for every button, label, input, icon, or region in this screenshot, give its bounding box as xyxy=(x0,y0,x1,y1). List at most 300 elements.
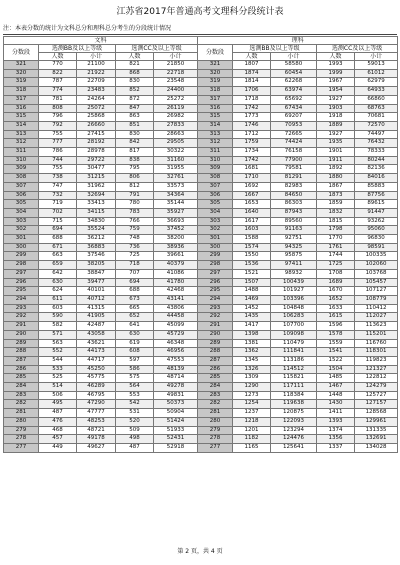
wenke-g1-renshu-cell: 738 xyxy=(39,174,77,183)
like-g2-xiaoji-cell: 105457 xyxy=(355,278,398,287)
wenke-g1-xiaoji-cell: 34830 xyxy=(77,217,116,226)
like-score-cell: 312 xyxy=(198,139,233,148)
wenke-g1-xiaoji-cell: 35524 xyxy=(77,226,116,235)
wenke-g1-xiaoji-cell: 25868 xyxy=(77,113,116,122)
table-row xyxy=(4,278,398,287)
wenke-g2-xiaoji-cell: 37452 xyxy=(154,226,198,235)
like-score-cell: 281 xyxy=(198,409,233,418)
like-g2-renshu-cell: 1903 xyxy=(317,104,355,113)
like-g2-renshu-cell: 1859 xyxy=(317,200,355,209)
table-row xyxy=(4,400,398,409)
like-score-cell: 291 xyxy=(198,322,233,331)
wenke-g2-renshu-cell: 868 xyxy=(116,69,154,78)
wenke-score-cell: 300 xyxy=(4,243,39,252)
like-g1-renshu-cell: 1273 xyxy=(233,391,271,400)
like-g2-xiaoji-cell: 121327 xyxy=(355,365,398,374)
wenke-g2-renshu-cell: 847 xyxy=(116,104,154,113)
wenke-g1-xiaoji-cell: 38205 xyxy=(77,261,116,270)
wenke-g2-xiaoji-cell: 38200 xyxy=(154,235,198,244)
page-footer: 第 2 页，共 4 页 xyxy=(177,548,223,555)
wenke-score-cell: 312 xyxy=(4,139,39,148)
table-row xyxy=(4,391,398,400)
like-g2-renshu-cell: 1918 xyxy=(317,113,355,122)
wenke-g1-xiaoji-cell: 43058 xyxy=(77,330,116,339)
wenke-score-cell: 286 xyxy=(4,365,39,374)
wenke-g2-renshu-cell: 641 xyxy=(116,322,154,331)
wenke-g2-xiaoji-cell: 39661 xyxy=(154,252,198,261)
like-score-cell: 292 xyxy=(198,313,233,322)
like-g1-renshu-cell: 1773 xyxy=(233,113,271,122)
table-row xyxy=(4,443,398,452)
like-g2-renshu-cell: 1430 xyxy=(317,400,355,409)
wenke-g1-xiaoji-cell: 47777 xyxy=(77,409,116,418)
wenke-g2-xiaoji-cell: 51424 xyxy=(154,417,198,426)
wenke-score-cell: 288 xyxy=(4,348,39,357)
wenke-g2-xiaoji-cell: 29505 xyxy=(154,139,198,148)
table-row xyxy=(4,417,398,426)
like-g2-xiaoji-cell: 93262 xyxy=(355,217,398,226)
like-g1-renshu-cell: 1452 xyxy=(233,304,271,313)
like-score-cell: 307 xyxy=(198,182,233,191)
like-score-cell: 295 xyxy=(198,287,233,296)
wenke-g1-xiaoji-cell: 44717 xyxy=(77,356,116,365)
wenke-g2-xiaoji-cell: 31160 xyxy=(154,156,198,165)
like-score-cell: 277 xyxy=(198,443,233,452)
table-row xyxy=(4,322,398,331)
wenke-g1-renshu-cell: 671 xyxy=(39,243,77,252)
wenke-g1-xiaoji-cell: 32694 xyxy=(77,191,116,200)
like-g2-xiaoji-cell: 59013 xyxy=(355,61,398,70)
wenke-g1-renshu-cell: 642 xyxy=(39,269,77,278)
like-g2-xiaoji-cell: 129961 xyxy=(355,417,398,426)
table-row xyxy=(4,383,398,392)
like-g2-renshu-cell: 1522 xyxy=(317,356,355,365)
wenke-g1-renshu-header: 人数 xyxy=(39,53,77,61)
like-g1-xiaoji-cell: 72665 xyxy=(271,130,317,139)
like-g1-xiaoji-cell: 94325 xyxy=(271,243,317,252)
table-row xyxy=(4,269,398,278)
like-g1-xiaoji-cell: 106283 xyxy=(271,313,317,322)
wenke-g1-renshu-cell: 787 xyxy=(39,78,77,87)
wenke-header: 文科 xyxy=(4,37,198,45)
like-score-cell: 284 xyxy=(198,383,233,392)
wenke-g2-xiaoji-cell: 40379 xyxy=(154,261,198,270)
like-g1-xiaoji-cell: 107700 xyxy=(271,322,317,331)
like-g2-renshu-cell: 1798 xyxy=(317,226,355,235)
wenke-g1-xiaoji-cell: 40712 xyxy=(77,295,116,304)
like-g1-xiaoji-cell: 125641 xyxy=(271,443,317,452)
wenke-g2-renshu-cell: 531 xyxy=(116,409,154,418)
wenke-g2-xiaoji-cell: 30322 xyxy=(154,148,198,157)
wenke-g2-xiaoji-cell: 46348 xyxy=(154,339,198,348)
wenke-score-cell: 291 xyxy=(4,322,39,331)
like-g2-xiaoji-cell: 128568 xyxy=(355,409,398,418)
table-row xyxy=(4,374,398,383)
like-g2-xiaoji-cell: 124279 xyxy=(355,383,398,392)
wenke-g2-xiaoji-cell: 33573 xyxy=(154,182,198,191)
like-g1-xiaoji-cell: 67434 xyxy=(271,104,317,113)
table-row xyxy=(4,243,398,252)
table-row xyxy=(4,287,398,296)
wenke-g2-xiaoji-cell: 25272 xyxy=(154,95,198,104)
wenke-g1-xiaoji-cell: 41905 xyxy=(77,313,116,322)
like-score-cell: 280 xyxy=(198,417,233,426)
wenke-g1-xiaoji-cell: 31962 xyxy=(77,182,116,191)
like-g2-renshu-cell: 1901 xyxy=(317,148,355,157)
wenke-g2-renshu-cell: 821 xyxy=(116,61,154,70)
like-g2-xiaoji-cell: 108779 xyxy=(355,295,398,304)
wenke-score-cell: 303 xyxy=(4,217,39,226)
like-g1-renshu-cell: 1435 xyxy=(233,313,271,322)
like-g2-renshu-cell: 1689 xyxy=(317,278,355,287)
table-row xyxy=(4,226,398,235)
wenke-g2-xiaoji-cell: 47553 xyxy=(154,356,198,365)
like-g1-xiaoji-header: 小计 xyxy=(271,53,317,61)
wenke-g2-xiaoji-cell: 35927 xyxy=(154,208,198,217)
wenke-g1-xiaoji-cell: 22709 xyxy=(77,78,116,87)
wenke-g2-xiaoji-cell: 50373 xyxy=(154,400,198,409)
like-g1-xiaoji-cell: 110479 xyxy=(271,339,317,348)
like-g2-renshu-cell: 1337 xyxy=(317,443,355,452)
like-g1-xiaoji-cell: 58580 xyxy=(271,61,317,70)
wenke-g2-xiaoji-cell: 38936 xyxy=(154,243,198,252)
wenke-g1-xiaoji-cell: 28978 xyxy=(77,148,116,157)
like-g1-renshu-cell: 1381 xyxy=(233,339,271,348)
like-score-cell: 303 xyxy=(198,217,233,226)
wenke-g1-renshu-cell: 468 xyxy=(39,426,77,435)
like-g2-xiaoji-cell: 103768 xyxy=(355,269,398,278)
wenke-g1-xiaoji-cell: 41315 xyxy=(77,304,116,313)
like-g1-renshu-cell: 1742 xyxy=(233,156,271,165)
wenke-g1-renshu-cell: 611 xyxy=(39,295,77,304)
like-g1-xiaoji-cell: 115821 xyxy=(271,374,317,383)
like-g2-renshu-cell: 1448 xyxy=(317,391,355,400)
wenke-g1-xiaoji-cell: 30477 xyxy=(77,165,116,174)
like-g1-xiaoji-cell: 76158 xyxy=(271,148,317,157)
like-score-cell: 290 xyxy=(198,330,233,339)
wenke-score-cell: 289 xyxy=(4,339,39,348)
like-g1-renshu-cell: 1667 xyxy=(233,191,271,200)
table-row xyxy=(4,191,398,200)
wenke-score-cell: 301 xyxy=(4,235,39,244)
wenke-g2-xiaoji-cell: 49831 xyxy=(154,391,198,400)
like-g1-xiaoji-cell: 117111 xyxy=(271,383,317,392)
wenke-group1-header: 选测BB及以上等级 xyxy=(39,45,116,53)
like-g2-renshu-cell: 1999 xyxy=(317,69,355,78)
like-g2-renshu-cell: 1485 xyxy=(317,374,355,383)
wenke-g2-xiaoji-cell: 31955 xyxy=(154,165,198,174)
wenke-g2-renshu-cell: 718 xyxy=(116,261,154,270)
like-g2-xiaoji-cell: 125727 xyxy=(355,391,398,400)
like-g2-renshu-cell: 1633 xyxy=(317,304,355,313)
like-score-cell: 293 xyxy=(198,304,233,313)
like-g2-xiaoji-cell: 85883 xyxy=(355,182,398,191)
like-score-cell: 286 xyxy=(198,365,233,374)
table-row xyxy=(4,252,398,261)
like-g1-renshu-cell: 1165 xyxy=(233,443,271,452)
wenke-g2-xiaoji-cell: 24400 xyxy=(154,87,198,96)
wenke-g2-renshu-cell: 553 xyxy=(116,391,154,400)
like-g1-renshu-cell: 1734 xyxy=(233,148,271,157)
like-g2-xiaoji-cell: 62979 xyxy=(355,78,398,87)
wenke-g1-xiaoji-cell: 49627 xyxy=(77,443,116,452)
like-score-cell: 288 xyxy=(198,348,233,357)
table-row xyxy=(4,113,398,122)
like-g2-renshu-header: 人数 xyxy=(317,53,355,61)
like-g2-xiaoji-cell: 87756 xyxy=(355,191,398,200)
wenke-g2-xiaoji-cell: 41086 xyxy=(154,269,198,278)
wenke-score-cell: 293 xyxy=(4,304,39,313)
table-row xyxy=(4,217,398,226)
like-g1-renshu-cell: 1218 xyxy=(233,417,271,426)
like-g1-xiaoji-cell: 101927 xyxy=(271,287,317,296)
wenke-g1-renshu-cell: 495 xyxy=(39,400,77,409)
wenke-g1-xiaoji-cell: 42487 xyxy=(77,322,116,331)
wenke-score-cell: 305 xyxy=(4,200,39,209)
like-g2-renshu-cell: 1411 xyxy=(317,409,355,418)
wenke-g1-renshu-cell: 590 xyxy=(39,313,77,322)
wenke-score-cell: 283 xyxy=(4,391,39,400)
wenke-g1-xiaoji-cell: 21922 xyxy=(77,69,116,78)
wenke-score-cell: 282 xyxy=(4,400,39,409)
wenke-score-header: 分数段 xyxy=(4,45,39,61)
like-score-cell: 301 xyxy=(198,235,233,244)
table-row xyxy=(4,313,398,322)
like-g2-xiaoji-cell: 70681 xyxy=(355,113,398,122)
wenke-g2-renshu-cell: 575 xyxy=(116,374,154,383)
wenke-g2-renshu-cell: 766 xyxy=(116,217,154,226)
wenke-g2-renshu-cell: 795 xyxy=(116,165,154,174)
like-g1-renshu-cell: 1712 xyxy=(233,130,271,139)
wenke-g1-xiaoji-cell: 37546 xyxy=(77,252,116,261)
wenke-g2-renshu-cell: 725 xyxy=(116,252,154,261)
wenke-score-cell: 277 xyxy=(4,443,39,452)
wenke-g2-renshu-cell: 673 xyxy=(116,295,154,304)
like-g1-renshu-cell: 1290 xyxy=(233,383,271,392)
like-score-cell: 315 xyxy=(198,113,233,122)
like-g1-xiaoji-cell: 89560 xyxy=(271,217,317,226)
like-g1-xiaoji-cell: 100439 xyxy=(271,278,317,287)
wenke-score-cell: 306 xyxy=(4,191,39,200)
wenke-g1-renshu-cell: 603 xyxy=(39,304,77,313)
wenke-g1-xiaoji-cell: 45250 xyxy=(77,365,116,374)
wenke-g2-xiaoji-cell: 43141 xyxy=(154,295,198,304)
like-g1-xiaoji-cell: 98932 xyxy=(271,269,317,278)
wenke-g2-xiaoji-cell: 26982 xyxy=(154,113,198,122)
like-g2-xiaoji-cell: 112027 xyxy=(355,313,398,322)
like-g2-xiaoji-cell: 115201 xyxy=(355,330,398,339)
like-g2-renshu-cell: 1652 xyxy=(317,295,355,304)
wenke-score-cell: 321 xyxy=(4,61,39,70)
table-row xyxy=(4,261,398,270)
wenke-g2-renshu-cell: 694 xyxy=(116,278,154,287)
like-g2-xiaoji-cell: 131335 xyxy=(355,426,398,435)
wenke-g2-renshu-cell: 586 xyxy=(116,365,154,374)
header-row-groups xyxy=(4,45,398,53)
like-g2-renshu-cell: 1815 xyxy=(317,217,355,226)
wenke-g1-xiaoji-cell: 29722 xyxy=(77,156,116,165)
like-g2-renshu-cell: 1374 xyxy=(317,426,355,435)
like-g1-renshu-cell: 1521 xyxy=(233,269,271,278)
like-g2-renshu-cell: 1541 xyxy=(317,348,355,357)
wenke-g1-xiaoji-cell: 33413 xyxy=(77,200,116,209)
wenke-g2-renshu-cell: 608 xyxy=(116,348,154,357)
wenke-g2-renshu-cell: 852 xyxy=(116,87,154,96)
like-g1-renshu-cell: 1706 xyxy=(233,87,271,96)
wenke-g1-renshu-cell: 822 xyxy=(39,69,77,78)
wenke-g1-renshu-cell: 487 xyxy=(39,409,77,418)
like-g1-renshu-cell: 1814 xyxy=(233,78,271,87)
like-score-cell: 285 xyxy=(198,374,233,383)
like-g1-renshu-cell: 1201 xyxy=(233,426,271,435)
wenke-g1-xiaoji-cell: 36212 xyxy=(77,235,116,244)
like-group2-header: 选测CC及以上等级 xyxy=(317,45,398,53)
like-g2-renshu-cell: 1954 xyxy=(317,87,355,96)
wenke-score-cell: 313 xyxy=(4,130,39,139)
wenke-g1-renshu-cell: 796 xyxy=(39,113,77,122)
like-g1-renshu-cell: 1488 xyxy=(233,287,271,296)
table-row xyxy=(4,174,398,183)
wenke-g2-xiaoji-header: 小计 xyxy=(154,53,198,61)
like-score-cell: 302 xyxy=(198,226,233,235)
wenke-g1-renshu-cell: 449 xyxy=(39,443,77,452)
wenke-score-cell: 319 xyxy=(4,78,39,87)
like-header: 理科 xyxy=(198,37,398,45)
table-row xyxy=(4,87,398,96)
wenke-g2-xiaoji-cell: 32761 xyxy=(154,174,198,183)
wenke-g1-renshu-cell: 755 xyxy=(39,165,77,174)
like-score-cell: 317 xyxy=(198,95,233,104)
wenke-score-cell: 298 xyxy=(4,261,39,270)
like-g1-xiaoji-cell: 82983 xyxy=(271,182,317,191)
table-row xyxy=(4,409,398,418)
table-row xyxy=(4,121,398,130)
like-g1-xiaoji-cell: 92751 xyxy=(271,235,317,244)
like-g1-xiaoji-cell: 109098 xyxy=(271,330,317,339)
like-g2-xiaoji-cell: 132691 xyxy=(355,435,398,444)
wenke-g2-xiaoji-cell: 28663 xyxy=(154,130,198,139)
like-score-cell: 306 xyxy=(198,191,233,200)
wenke-g2-renshu-cell: 652 xyxy=(116,313,154,322)
like-g1-xiaoji-cell: 120875 xyxy=(271,409,317,418)
like-g2-xiaoji-cell: 100335 xyxy=(355,252,398,261)
wenke-g1-renshu-cell: 781 xyxy=(39,95,77,104)
wenke-score-cell: 280 xyxy=(4,417,39,426)
like-g1-renshu-cell: 1326 xyxy=(233,365,271,374)
wenke-g1-renshu-cell: 732 xyxy=(39,191,77,200)
like-g1-xiaoji-cell: 70953 xyxy=(271,121,317,130)
wenke-g1-xiaoji-cell: 39477 xyxy=(77,278,116,287)
wenke-g2-renshu-cell: 520 xyxy=(116,417,154,426)
wenke-g1-renshu-cell: 659 xyxy=(39,261,77,270)
like-g1-xiaoji-cell: 62268 xyxy=(271,78,317,87)
like-g2-renshu-cell: 1670 xyxy=(317,287,355,296)
wenke-g2-xiaoji-cell: 23548 xyxy=(154,78,198,87)
wenke-g1-xiaoji-cell: 24264 xyxy=(77,95,116,104)
like-g2-xiaoji-cell: 122812 xyxy=(355,374,398,383)
wenke-g1-xiaoji-cell: 48721 xyxy=(77,426,116,435)
like-g1-renshu-cell: 1536 xyxy=(233,261,271,270)
like-g2-xiaoji-cell: 107127 xyxy=(355,287,398,296)
wenke-g1-renshu-cell: 457 xyxy=(39,435,77,444)
like-score-header: 分数段 xyxy=(198,45,233,61)
table-row xyxy=(4,330,398,339)
like-g1-xiaoji-cell: 122093 xyxy=(271,417,317,426)
wenke-score-cell: 292 xyxy=(4,313,39,322)
wenke-score-cell: 309 xyxy=(4,165,39,174)
like-g2-renshu-cell: 1927 xyxy=(317,95,355,104)
like-g2-renshu-cell: 1393 xyxy=(317,417,355,426)
like-g1-xiaoji-cell: 79581 xyxy=(271,165,317,174)
table-row xyxy=(4,139,398,148)
wenke-g1-renshu-cell: 506 xyxy=(39,391,77,400)
wenke-score-cell: 285 xyxy=(4,374,39,383)
table-row xyxy=(4,295,398,304)
like-g2-xiaoji-cell: 91447 xyxy=(355,208,398,217)
wenke-g1-renshu-cell: 719 xyxy=(39,200,77,209)
wenke-g2-renshu-cell: 872 xyxy=(116,95,154,104)
like-g2-xiaoji-cell: 110412 xyxy=(355,304,398,313)
table-row xyxy=(4,69,398,78)
wenke-g1-xiaoji-cell: 49178 xyxy=(77,435,116,444)
like-g2-renshu-cell: 1927 xyxy=(317,130,355,139)
like-g1-renshu-cell: 1710 xyxy=(233,174,271,183)
table-row xyxy=(4,95,398,104)
table-row xyxy=(4,348,398,357)
like-g1-renshu-cell: 1759 xyxy=(233,139,271,148)
wenke-g2-renshu-cell: 842 xyxy=(116,139,154,148)
wenke-g1-xiaoji-cell: 46795 xyxy=(77,391,116,400)
table-row xyxy=(4,426,398,435)
wenke-g1-xiaoji-cell: 48253 xyxy=(77,417,116,426)
wenke-g1-xiaoji-cell: 40101 xyxy=(77,287,116,296)
like-score-cell: 316 xyxy=(198,104,233,113)
like-g2-xiaoji-cell: 80244 xyxy=(355,156,398,165)
like-g2-renshu-cell: 1832 xyxy=(317,208,355,217)
wenke-g1-renshu-cell: 694 xyxy=(39,226,77,235)
like-g1-renshu-cell: 1588 xyxy=(233,235,271,244)
wenke-score-cell: 307 xyxy=(4,182,39,191)
like-g1-xiaoji-cell: 97411 xyxy=(271,261,317,270)
wenke-g2-renshu-cell: 851 xyxy=(116,121,154,130)
wenke-g2-renshu-cell: 688 xyxy=(116,287,154,296)
wenke-g1-renshu-cell: 624 xyxy=(39,287,77,296)
like-score-cell: 309 xyxy=(198,165,233,174)
wenke-g1-xiaoji-cell: 46289 xyxy=(77,383,116,392)
wenke-g2-xiaoji-cell: 41780 xyxy=(154,278,198,287)
wenke-g1-renshu-cell: 688 xyxy=(39,235,77,244)
wenke-g1-renshu-cell: 514 xyxy=(39,383,77,392)
like-g2-xiaoji-cell: 98591 xyxy=(355,243,398,252)
like-g1-renshu-cell: 1345 xyxy=(233,356,271,365)
wenke-g2-xiaoji-cell: 42468 xyxy=(154,287,198,296)
wenke-g1-renshu-cell: 476 xyxy=(39,417,77,426)
like-score-cell: 300 xyxy=(198,243,233,252)
like-g2-renshu-cell: 1725 xyxy=(317,261,355,270)
wenke-g2-xiaoji-cell: 52431 xyxy=(154,435,198,444)
like-g2-xiaoji-cell: 74497 xyxy=(355,130,398,139)
wenke-g2-xiaoji-cell: 43806 xyxy=(154,304,198,313)
like-g2-xiaoji-cell: 84016 xyxy=(355,174,398,183)
like-g1-xiaoji-cell: 95875 xyxy=(271,252,317,261)
wenke-g2-xiaoji-cell: 22718 xyxy=(154,69,198,78)
wenke-g2-xiaoji-cell: 46956 xyxy=(154,348,198,357)
wenke-g1-renshu-cell: 770 xyxy=(39,61,77,70)
table-row xyxy=(4,356,398,365)
wenke-score-cell: 279 xyxy=(4,426,39,435)
table-row xyxy=(4,435,398,444)
wenke-g1-renshu-cell: 525 xyxy=(39,374,77,383)
